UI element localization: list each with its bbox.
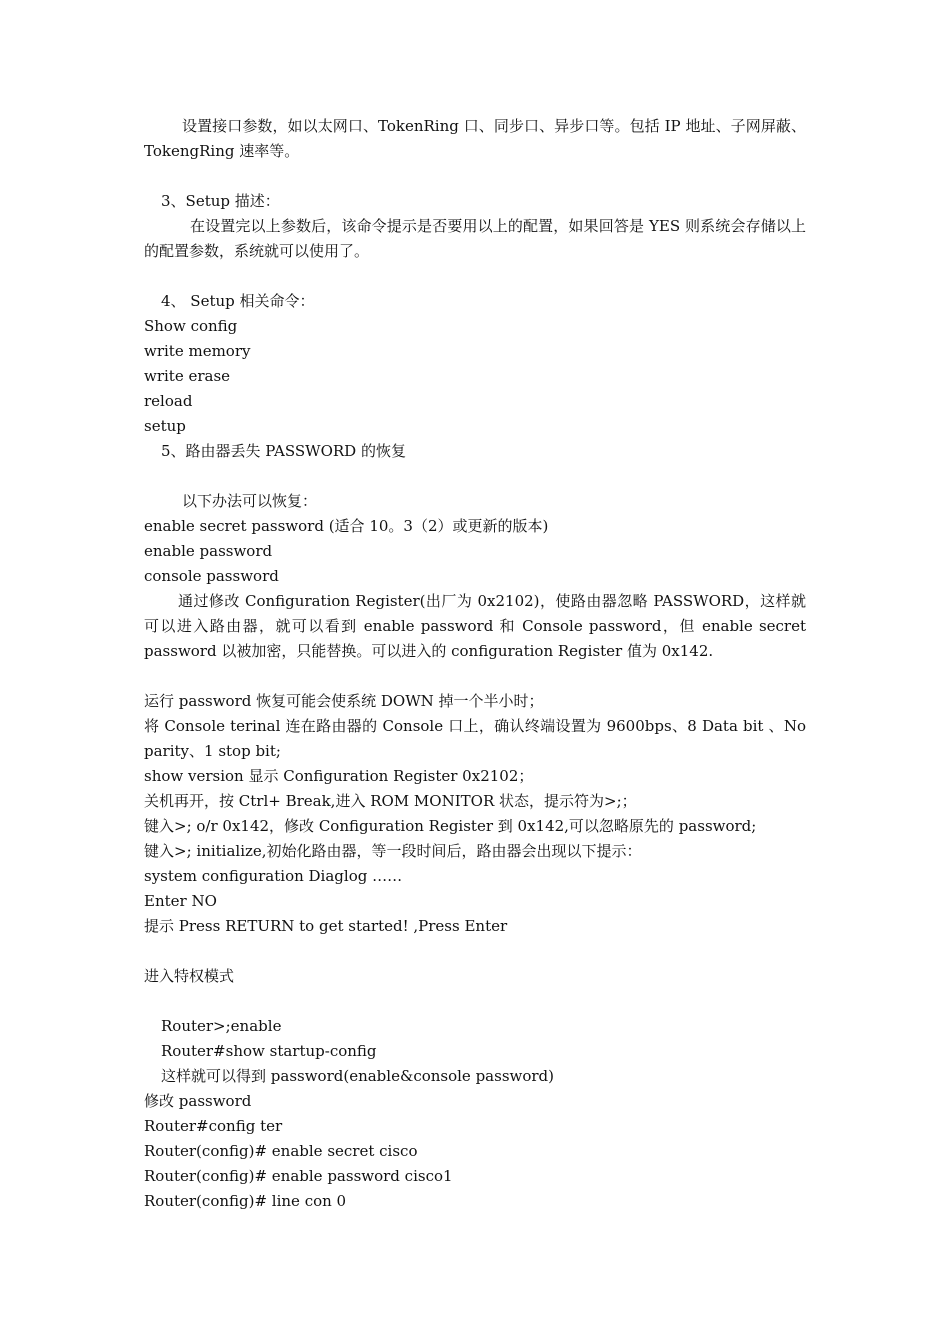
step-line: 关机再开，按 Ctrl+ Break,进入 ROM MONITOR 状态，提示符为>;； bbox=[144, 792, 637, 810]
step-line: show version 显示 Configuration Register 0x2102； bbox=[144, 767, 534, 785]
modify-line: Router(config)# enable password cisco1 bbox=[144, 1167, 453, 1185]
spacer bbox=[144, 464, 806, 489]
step-line: 将 Console terinal 连在路由器的 Console 口上，确认终端设置为 9600bps、8 Data bit 、No parity、1 stop bit; bbox=[144, 717, 806, 760]
command-line: reload bbox=[144, 392, 193, 410]
paragraph-interface-params: 设置接口参数，如以太网口、TokenRing 口、同步口、异步口等。包括 IP 地址、子网屏蔽、TokengRing 速率等。 bbox=[144, 117, 806, 160]
spacer bbox=[144, 164, 806, 189]
command-line: Show config bbox=[144, 317, 238, 335]
step-line: 键入>; initialize,初始化路由器，等一段时间后，路由器会出现以下提示： bbox=[144, 842, 642, 860]
command-line: setup bbox=[144, 417, 186, 435]
command-line: write memory bbox=[144, 342, 251, 360]
password-type-line: console password bbox=[144, 567, 279, 585]
command-line: write erase bbox=[144, 367, 231, 385]
step-line: Enter NO bbox=[144, 892, 217, 910]
step-line: system configuration Diaglog …… bbox=[144, 867, 403, 885]
methods-intro: 以下办法可以恢复： bbox=[182, 492, 318, 510]
heading-password-recovery: 5、路由器丢失 PASSWORD 的恢复 bbox=[161, 442, 406, 460]
heading-privileged-mode: 进入特权模式 bbox=[144, 967, 235, 985]
modify-line: Router(config)# line con 0 bbox=[144, 1192, 347, 1210]
password-type-line: enable secret password (适合 10。3（2）或更新的版本) bbox=[144, 517, 549, 535]
step-line: 运行 password 恢复可能会使系统 DOWN 掉一个半小时； bbox=[144, 692, 544, 710]
router-command-line: Router#show startup-config bbox=[161, 1042, 377, 1060]
modify-line: Router(config)# enable secret cisco bbox=[144, 1142, 418, 1160]
paragraph-config-register: 通过修改 Configuration Register(出厂为 0x2102)，使路由器忽略 PASSWORD，这样就可以进入路由器，就可以看到 enable password 和 Console password，但 enable secret password 以被加密，只能替换。可以进入的 configuration Register 值为 0x142. bbox=[144, 592, 806, 660]
spacer bbox=[144, 989, 806, 1014]
spacer bbox=[144, 264, 806, 289]
document-page bbox=[144, 114, 806, 1214]
router-command-line: Router>;enable bbox=[161, 1017, 282, 1035]
heading-setup-commands: 4、 Setup 相关命令： bbox=[161, 292, 315, 310]
password-type-line: enable password bbox=[144, 542, 273, 560]
modify-line: 修改 password bbox=[144, 1092, 252, 1110]
router-command-line: 这样就可以得到 password(enable&console password) bbox=[161, 1067, 555, 1085]
step-line: 键入>; o/r 0x142，修改 Configuration Register 到 0x142,可以忽略原先的 password; bbox=[144, 817, 757, 835]
modify-line: Router#config ter bbox=[144, 1117, 283, 1135]
spacer bbox=[144, 939, 806, 964]
spacer bbox=[144, 664, 806, 689]
step-line: 提示 Press RETURN to get started! ,Press Enter bbox=[144, 917, 508, 935]
heading-setup-description: 3、Setup 描述： bbox=[161, 192, 280, 210]
paragraph-setup-description: 在设置完以上参数后，该命令提示是否要用以上的配置，如果回答是 YES 则系统会存储以上的配置参数，系统就可以使用了。 bbox=[144, 217, 806, 260]
